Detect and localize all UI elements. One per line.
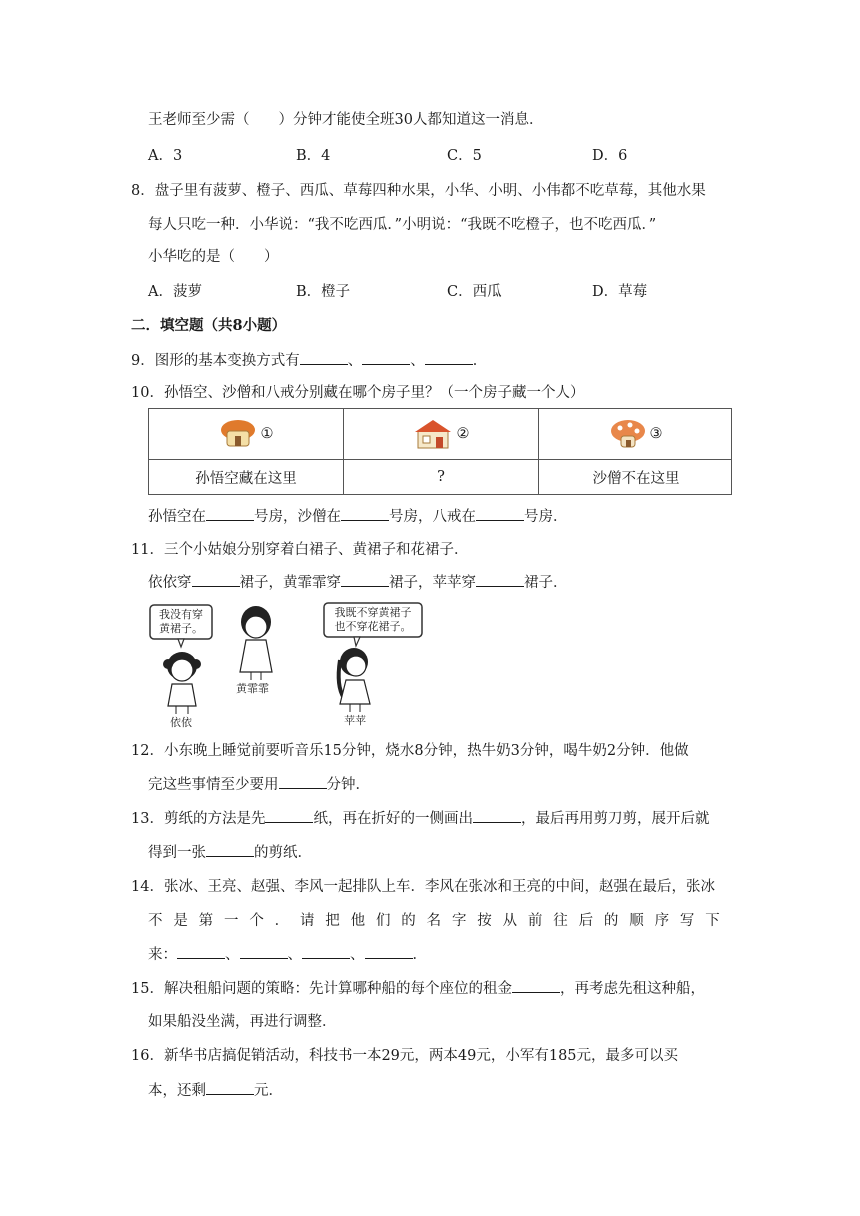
spaced-char: 从 [502, 913, 518, 929]
spaced-char: ． [274, 913, 290, 929]
answer-text: 分钟． [326, 777, 370, 793]
bubble-text: 我没有穿 [159, 608, 203, 621]
q7-option-c: C．5 [447, 148, 482, 164]
q8-option-d: D．草莓 [592, 284, 648, 300]
spaced-char: 他 [350, 913, 366, 929]
answer-text: 号房，沙僧在 [254, 509, 341, 525]
q8-line3: 小华吃的是（ ） [148, 249, 279, 265]
spaced-char: 一 [223, 913, 239, 929]
answer-blank[interactable] [362, 350, 410, 365]
spaced-char: 按 [477, 913, 492, 929]
q11-stem: 11．三个小姑娘分别穿着白裙子、黄裙子和花裙子． [131, 542, 469, 558]
answer-blank[interactable] [341, 572, 389, 587]
table-cell: 孙悟空藏在这里 [195, 470, 297, 487]
house-icon [413, 418, 453, 450]
answer-blank[interactable] [365, 944, 413, 959]
answer-text: 完这些事情至少要用 [148, 777, 279, 793]
answer-text: 裙子，黄霏霏穿 [239, 575, 341, 591]
answer-blank[interactable] [206, 1080, 254, 1095]
answer-blank[interactable] [240, 944, 288, 959]
spaced-char: 个 [249, 913, 264, 929]
house-number-1: ① [260, 426, 274, 442]
spaced-char: 写 [679, 913, 695, 929]
q13-line1 [131, 808, 709, 829]
q14-end: ． [412, 947, 427, 963]
q14-separator: 、 [287, 947, 302, 963]
q7-option-d: D．6 [592, 148, 628, 164]
girl-name-3: 苹苹 [344, 714, 366, 727]
q8-option-c: C．西瓜 [447, 284, 502, 300]
houses-table [148, 408, 732, 495]
answer-blank[interactable] [300, 350, 348, 365]
spaced-char: 字 [451, 913, 467, 929]
house-cell-3 [539, 409, 733, 459]
q8-line2: 每人只吃一种．小华说：“我不吃西瓜．”小明说：“我既不吃橙子，也不吃西瓜．” [148, 217, 657, 233]
spaced-char: 不 [148, 913, 163, 929]
q8-option-a: A．菠萝 [148, 284, 202, 300]
answer-text: 来： [148, 947, 177, 963]
answer-blank[interactable] [476, 506, 524, 521]
q12-line1: 12．小东晚上睡觉前要听音乐15分钟，烧水8分钟，热牛奶3分钟，喝牛奶2分钟．他做 [131, 743, 689, 759]
answer-text: 号房． [524, 509, 568, 525]
table-cell: 沙僧不在这里 [592, 470, 680, 487]
q9-end: ． [472, 353, 488, 369]
answer-blank[interactable] [302, 944, 350, 959]
q9 [131, 350, 487, 371]
mushroom-house-icon [610, 419, 646, 449]
q14-line1: 14．张冰、王亮、赵强、李风一起排队上车．李风在张冰和王亮的中间，赵强在最后，张冰 [131, 879, 715, 895]
answer-blank[interactable] [265, 808, 313, 823]
girl-name-2: 黄霏霏 [236, 682, 269, 695]
q14-separator: 、 [350, 947, 365, 963]
answer-text: 纸，再在折好的一侧画出 [313, 811, 473, 827]
q14-separator: 、 [225, 947, 240, 963]
answer-blank[interactable] [206, 506, 254, 521]
q7-tail: 王老师至少需（ ）分钟才能使全班30人都知道这一消息． [148, 112, 544, 128]
answer-blank[interactable] [473, 808, 521, 823]
spaced-char: 的 [603, 913, 619, 929]
spaced-char: 们 [375, 913, 391, 929]
q10-stem: 10．孙悟空、沙僧和八戒分别藏在哪个房子里？（一个房子藏一个人） [131, 385, 585, 401]
q9-separator: 、 [347, 353, 363, 369]
q7-option-b: B．4 [296, 148, 331, 164]
spaced-char: 把 [325, 913, 340, 929]
answer-blank[interactable] [341, 506, 389, 521]
answer-text: 本，还剩 [148, 1083, 206, 1099]
answer-blank[interactable] [279, 774, 327, 789]
q7-option-a: A．3 [148, 148, 183, 164]
answer-text: ，再考虑先租这种船， [559, 981, 705, 997]
answer-blank[interactable] [512, 978, 560, 993]
q15-line2: 如果船没坐满，再进行调整． [148, 1014, 337, 1030]
answer-text: 裙子，苹苹穿 [389, 575, 476, 591]
girl-name-1: 依依 [170, 716, 192, 729]
q13-line2 [148, 842, 312, 863]
bubble-text: 我既不穿黄裙子 [334, 606, 412, 619]
house-number-2: ② [456, 426, 470, 442]
answer-text: 裙子． [524, 575, 568, 591]
spaced-char: 请 [299, 913, 315, 929]
house-number-3: ③ [649, 426, 663, 442]
spaced-char: 前 [527, 913, 543, 929]
section-title: 二．填空题（共8小题） [131, 317, 287, 334]
speech-bubble-3 [326, 606, 420, 634]
answer-text: 得到一张 [148, 845, 206, 861]
answer-blank[interactable] [192, 572, 240, 587]
q16-line2 [148, 1080, 283, 1101]
answer-blank[interactable] [476, 572, 524, 587]
answer-text: 元． [254, 1083, 283, 1099]
spaced-char: 第 [198, 913, 214, 929]
answer-text: ，最后再用剪刀剪，展开后就 [520, 811, 710, 827]
q14-line2 [148, 911, 720, 931]
spaced-char: 后 [578, 913, 594, 929]
q8-option-b: B．橙子 [296, 284, 351, 300]
table-cell: ? [437, 469, 445, 485]
q11-answer [148, 572, 568, 593]
spaced-char: 往 [553, 913, 568, 929]
girls-illustration [148, 600, 428, 730]
q12-line2 [148, 774, 370, 795]
answer-text: 孙悟空在 [148, 509, 206, 525]
house-icon [219, 419, 257, 449]
answer-text: 15．解决租船问题的策略：先计算哪种船的每个座位的租金 [131, 981, 512, 997]
spaced-char: 是 [173, 913, 188, 929]
spaced-char: 名 [426, 913, 442, 929]
house-cell-1 [149, 409, 343, 459]
house-cell-2 [344, 409, 538, 459]
q10-answer [148, 506, 568, 527]
spaced-char: 的 [401, 913, 416, 929]
bubble-text: 也不穿花裙子。 [334, 620, 412, 633]
answer-blank[interactable] [177, 944, 225, 959]
answer-blank[interactable] [425, 350, 473, 365]
q14-line3 [148, 944, 427, 965]
bubble-text: 黄裙子。 [159, 622, 203, 635]
q9-stem: 9．图形的基本变换方式有 [131, 353, 300, 369]
answer-text: 13．剪纸的方法是先 [131, 811, 266, 827]
answer-text: 号房，八戒在 [389, 509, 476, 525]
spaced-char: 序 [654, 913, 670, 929]
q9-separator: 、 [410, 353, 425, 369]
answer-text: 依依穿 [148, 575, 192, 591]
q16-line1: 16．新华书店搞促销活动，科技书一本29元，两本49元，小军有185元，最多可以买 [131, 1048, 679, 1064]
q8-line1: 8．盘子里有菠萝、橙子、西瓜、草莓四种水果，小华、小明、小伟都不吃草莓，其他水果 [131, 183, 706, 199]
spaced-char: 下 [705, 913, 720, 929]
speech-bubble-1 [152, 608, 210, 636]
q15-line1 [131, 978, 705, 999]
answer-text: 的剪纸． [254, 845, 312, 861]
spaced-char: 顺 [629, 913, 644, 929]
answer-blank[interactable] [206, 842, 254, 857]
